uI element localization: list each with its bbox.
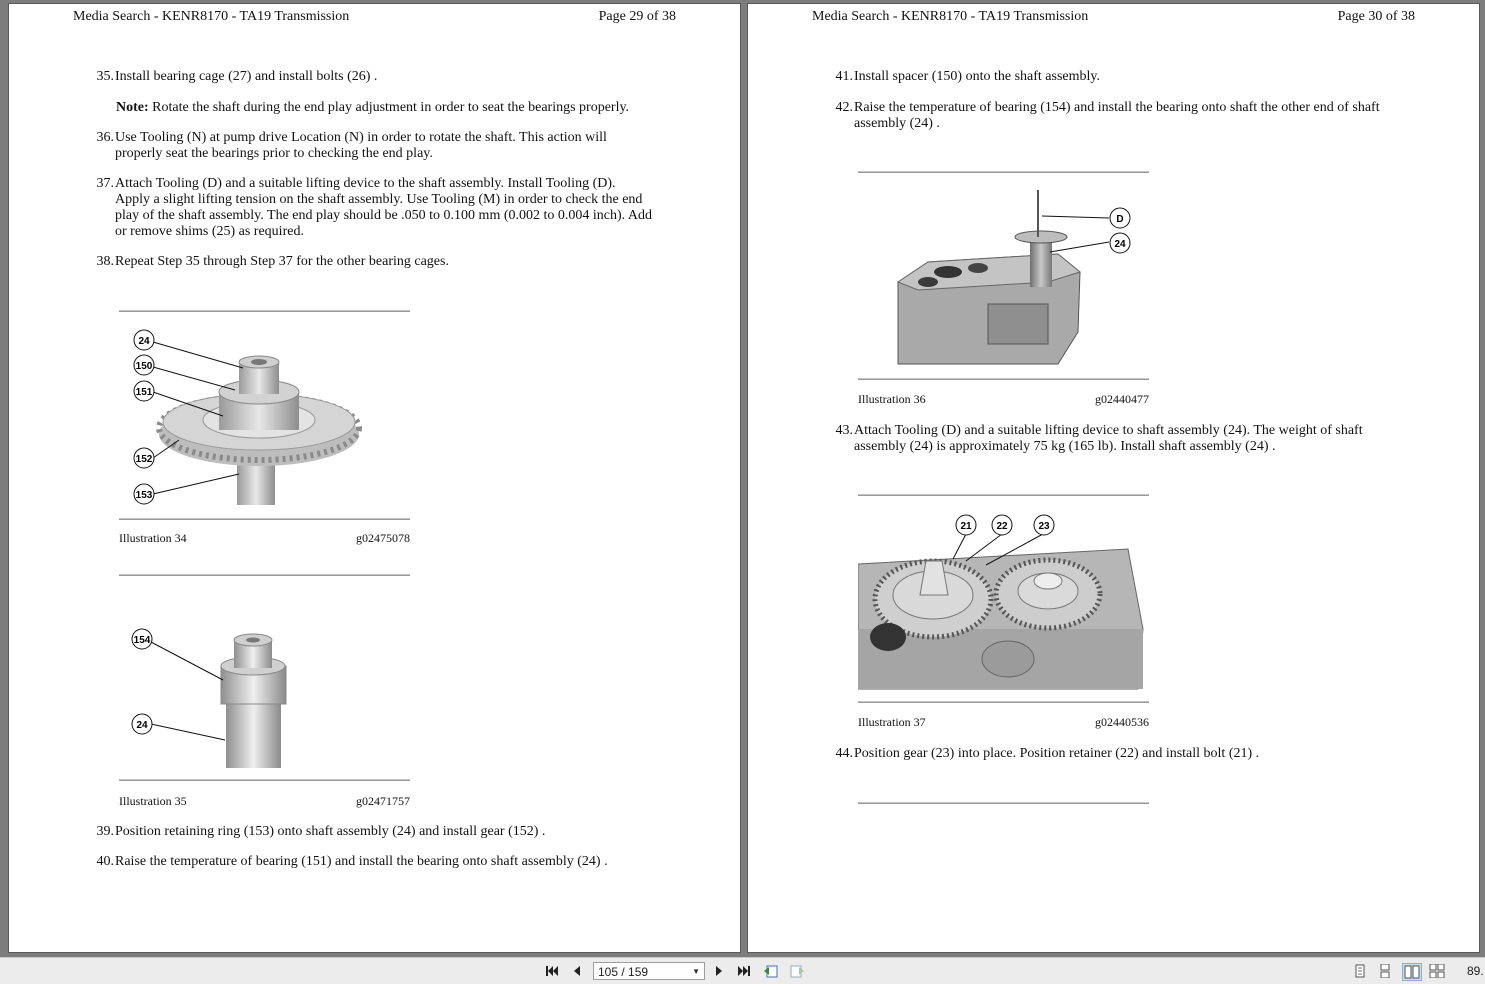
prev-view-icon[interactable] bbox=[763, 963, 779, 979]
note-label: Note: bbox=[116, 100, 149, 115]
two-page-view-icon[interactable] bbox=[1402, 963, 1422, 981]
callout-24: 24 bbox=[1114, 239, 1126, 250]
illustration-37-top-rule bbox=[858, 494, 1149, 496]
step-36: 36. Use Tooling (N) at pump drive Location (N) in order to rotate the shaft. This action will properly seat the bearings prior to checking the end play. bbox=[96, 130, 607, 161]
zoom-level[interactable]: 89. bbox=[1467, 964, 1484, 978]
step-43: 43. Attach Tooling (D) and a suitable lifting device to shaft assembly (24). The weight of shaft assembly (24) is approximately 75 kg (165 lb). Install shaft assembly (24) . bbox=[835, 423, 1363, 454]
illustration-35-code: g02471757 bbox=[356, 794, 410, 808]
callout-24: 24 bbox=[136, 720, 148, 731]
next-page-icon[interactable] bbox=[711, 963, 727, 979]
illustration-38-top-rule bbox=[858, 802, 1149, 804]
pdf-page-30: Media Search - KENR8170 - TA19 Transmission Page 30 of 38 41. Install spacer (150) onto the shaft assembly. 42. Raise the temperature of bearing (154) and install the bearing onto shaft the other end of shaft assembly (24) . D 24 Illustration 36 g02440477 43. Attach Tooling (D) and a suitable lifting device to shaft assembly (24). The weight of shaft assembly (24) is approximately 75 kg (165 lb). Install shaft assembly (24) . 21 22 23 Illustration 37 g02440536 44. Position gear (23) into place. Position retainer (22) and install bolt (21) . bbox=[748, 4, 1479, 952]
page-number-select[interactable] bbox=[593, 962, 705, 980]
illustration-34-top-rule bbox=[119, 310, 410, 312]
callout-154: 154 bbox=[133, 635, 151, 646]
callout-24: 24 bbox=[138, 336, 150, 347]
note-text: Rotate the shaft during the end play adjustment in order to seat the bearings properly. bbox=[152, 100, 630, 115]
illustration-34-bottom-rule bbox=[119, 518, 410, 520]
callout-153: 153 bbox=[135, 490, 153, 501]
illustration-34-image bbox=[119, 322, 410, 512]
illustration-36-top-rule bbox=[858, 171, 1149, 173]
prev-page-icon[interactable] bbox=[569, 963, 585, 979]
callout-22: 22 bbox=[996, 521, 1008, 532]
illustration-36-code: g02440477 bbox=[1095, 392, 1149, 406]
illustration-36-label: Illustration 36 bbox=[858, 392, 926, 406]
chevron-down-icon: ▼ bbox=[692, 967, 700, 976]
illustration-35-bottom-rule bbox=[119, 779, 410, 781]
page-indicator: 105 / 159 bbox=[598, 965, 649, 979]
page-header-title: Media Search - KENR8170 - TA19 Transmission bbox=[812, 9, 1089, 24]
step-42: 42. Raise the temperature of bearing (154) and install the bearing onto shaft the other end of shaft assembly (24) . bbox=[835, 100, 1380, 131]
illustration-34-code: g02475078 bbox=[356, 531, 410, 545]
illustration-34-label: Illustration 34 bbox=[119, 531, 187, 545]
single-page-view-icon[interactable] bbox=[1352, 963, 1368, 979]
pdf-page-29: Media Search - KENR8170 - TA19 Transmission Page 29 of 38 35. Install bearing cage (27) and install bolts (26) . Note: Rotate the shaft during the end play adjustment in order to seat the bearings properly. 36. Use Tooling (N) at pump drive Location (N) in order to rotate the shaft. This action will properly seat the bearings prior to checking the end play. 37. Attach Tooling (D) and a suitable lifting device to the shaft assembly. Install Tooling (D). Apply a slight lifting tension on the shaft assembly. Use Tooling (M) in order to check the end play of the shaft assembly. The end play should be .050 to 0.100 mm (0.002 to 0.004 inch). Add or remove shims (25) as required. 38. Repeat Step 35 through Step 37 for the other bearing cages. 24 150 151 152 153 Illustration 34 g02475078 154 24 Illustration 35 g02471757 39. Position retaining ring (153) onto shaft assembly (24) and install gear (152) . 40. Raise the temperature of bearing (151) and install the bearing onto shaft assembly (24) . bbox=[9, 4, 740, 952]
callout-23: 23 bbox=[1038, 521, 1050, 532]
callout-151: 151 bbox=[135, 387, 153, 398]
illustration-37-image bbox=[858, 509, 1149, 694]
step-37: 37. Attach Tooling (D) and a suitable lifting device to the shaft assembly. Install Tooling (D). Apply a slight lifting tension on the shaft assembly. Use Tooling (M) in order to check the end play of the shaft assembly. The end play should be .050 to 0.100 mm (0.002 to 0.004 inch). Add or remove shims (25) as required. bbox=[96, 176, 652, 239]
next-view-icon[interactable] bbox=[789, 963, 805, 979]
illustration-36-image bbox=[858, 182, 1149, 372]
callout-150: 150 bbox=[135, 361, 153, 372]
illustration-35-image bbox=[119, 618, 410, 768]
two-page-continuous-view-icon[interactable] bbox=[1429, 963, 1445, 979]
illustration-35-label: Illustration 35 bbox=[119, 794, 187, 808]
illustration-37-code: g02440536 bbox=[1095, 715, 1149, 729]
continuous-view-icon[interactable] bbox=[1377, 963, 1393, 979]
illustration-36-bottom-rule bbox=[858, 378, 1149, 380]
illustration-37-label: Illustration 37 bbox=[858, 715, 926, 729]
note bbox=[116, 100, 716, 116]
illustration-37-bottom-rule bbox=[858, 701, 1149, 703]
callout-152: 152 bbox=[135, 454, 153, 465]
callout-21: 21 bbox=[960, 521, 972, 532]
page-header-title: Media Search - KENR8170 - TA19 Transmission bbox=[73, 9, 350, 24]
callout-D: D bbox=[1116, 214, 1124, 225]
viewer-toolbar bbox=[0, 957, 1485, 984]
page-header-number: Page 30 of 38 bbox=[1337, 9, 1415, 24]
page-header-number: Page 29 of 38 bbox=[598, 9, 676, 24]
illustration-35-top-rule bbox=[119, 574, 410, 576]
first-page-icon[interactable] bbox=[544, 963, 560, 979]
last-page-icon[interactable] bbox=[736, 963, 752, 979]
